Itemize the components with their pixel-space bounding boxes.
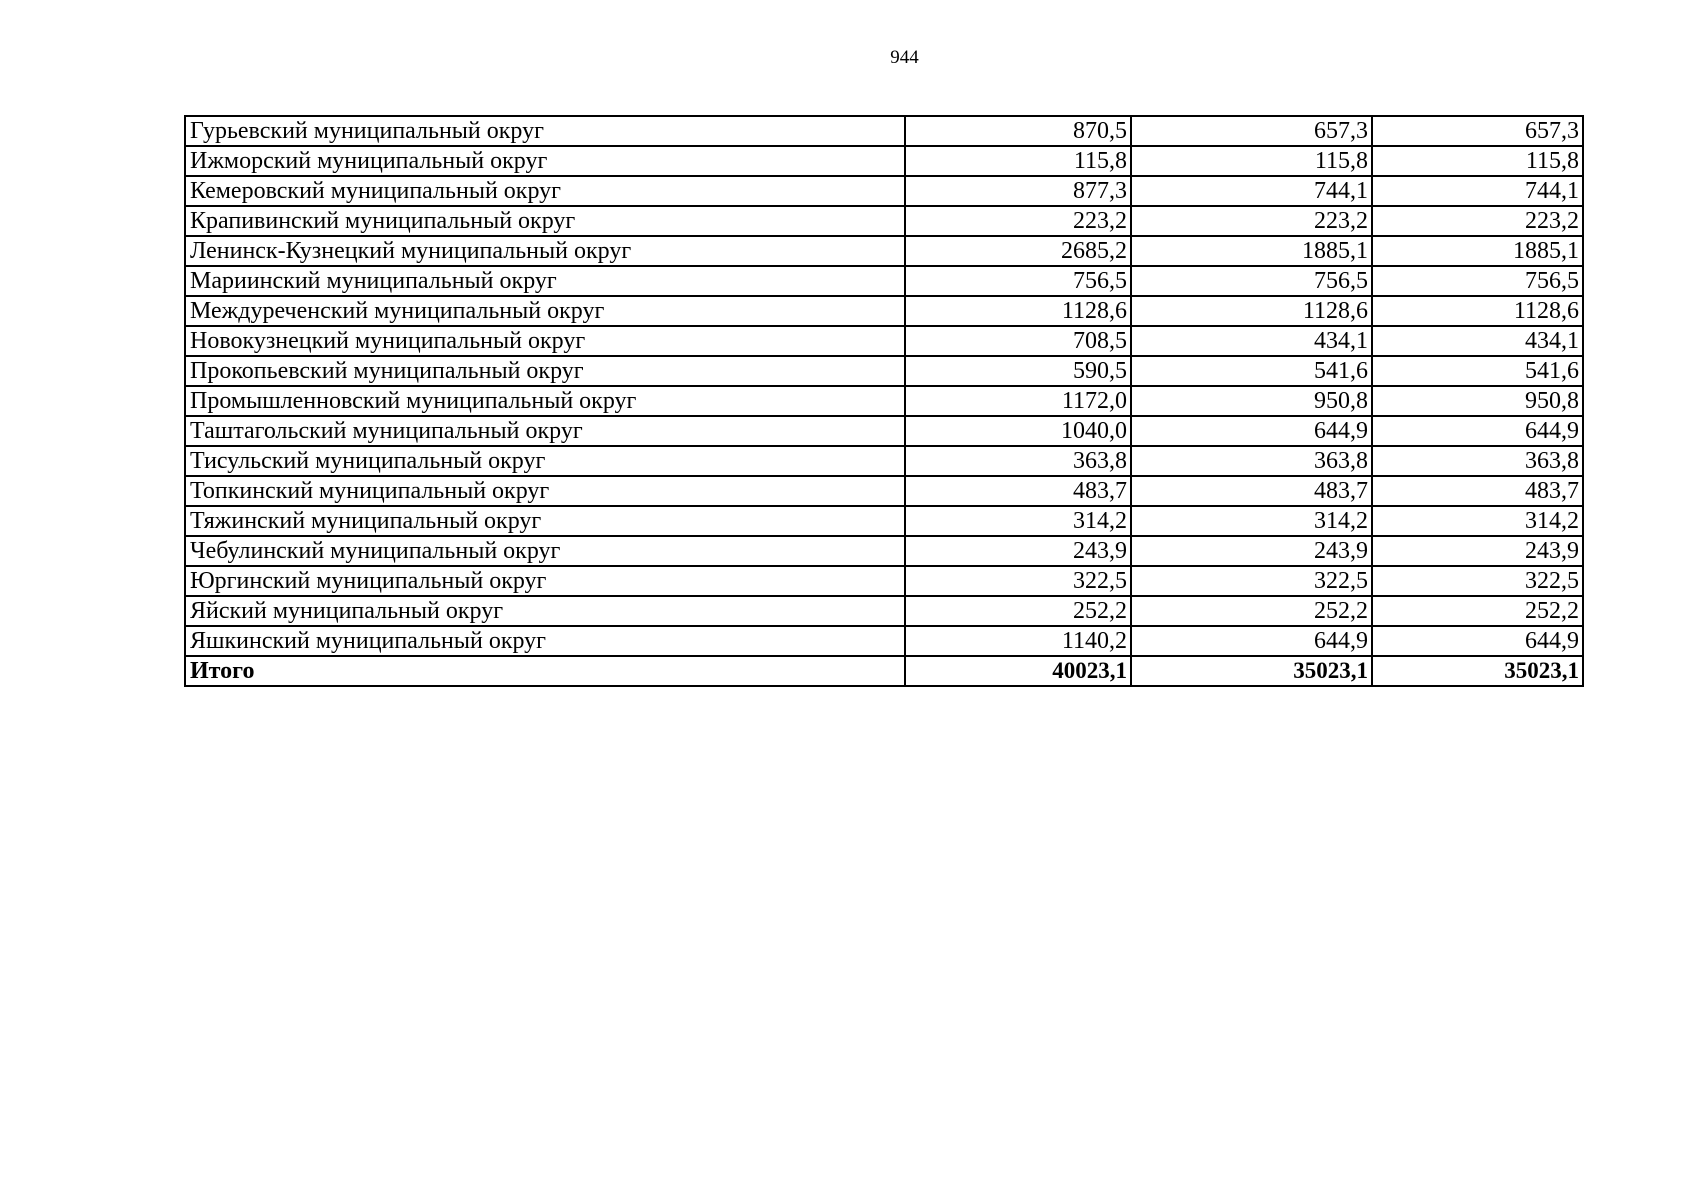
value-cell-col2: 1885,1 bbox=[1131, 236, 1372, 266]
value-cell-col2: 243,9 bbox=[1131, 536, 1372, 566]
value-cell-col1: 1040,0 bbox=[905, 416, 1131, 446]
district-name-cell: Междуреченский муниципальный округ bbox=[185, 296, 905, 326]
value-cell-col3: 744,1 bbox=[1372, 176, 1583, 206]
table-row bbox=[185, 326, 1583, 356]
value-cell-col1: 708,5 bbox=[905, 326, 1131, 356]
district-name-cell: Тяжинский муниципальный округ bbox=[185, 506, 905, 536]
value-cell-col3: 322,5 bbox=[1372, 566, 1583, 596]
table-row bbox=[185, 266, 1583, 296]
district-name-cell: Новокузнецкий муниципальный округ bbox=[185, 326, 905, 356]
value-cell-col1: 115,8 bbox=[905, 146, 1131, 176]
value-cell-col1: 590,5 bbox=[905, 356, 1131, 386]
value-cell-col2: 322,5 bbox=[1131, 566, 1372, 596]
table-row bbox=[185, 296, 1583, 326]
table-row bbox=[185, 506, 1583, 536]
value-cell-col2: 756,5 bbox=[1131, 266, 1372, 296]
value-cell-col2: 252,2 bbox=[1131, 596, 1372, 626]
value-cell-col2: 363,8 bbox=[1131, 446, 1372, 476]
value-cell-col3: 756,5 bbox=[1372, 266, 1583, 296]
district-name-cell: Топкинский муниципальный округ bbox=[185, 476, 905, 506]
table-row bbox=[185, 356, 1583, 386]
total-label-cell: Итого bbox=[185, 656, 905, 686]
value-cell-col1: 252,2 bbox=[905, 596, 1131, 626]
district-name-cell: Юргинский муниципальный округ bbox=[185, 566, 905, 596]
table-row bbox=[185, 416, 1583, 446]
district-name-cell: Чебулинский муниципальный округ bbox=[185, 536, 905, 566]
district-name-cell: Кемеровский муниципальный округ bbox=[185, 176, 905, 206]
table-body bbox=[185, 116, 1583, 686]
table-row bbox=[185, 146, 1583, 176]
value-cell-col3: 1128,6 bbox=[1372, 296, 1583, 326]
value-cell-col1: 322,5 bbox=[905, 566, 1131, 596]
table-row bbox=[185, 626, 1583, 656]
table-row bbox=[185, 536, 1583, 566]
value-cell-col2: 314,2 bbox=[1131, 506, 1372, 536]
value-cell-col1: 870,5 bbox=[905, 116, 1131, 146]
value-cell-col3: 115,8 bbox=[1372, 146, 1583, 176]
district-name-cell: Промышленновский муниципальный округ bbox=[185, 386, 905, 416]
value-cell-col3: 644,9 bbox=[1372, 416, 1583, 446]
value-cell-col2: 223,2 bbox=[1131, 206, 1372, 236]
district-name-cell: Тисульский муниципальный округ bbox=[185, 446, 905, 476]
total-value-col2: 35023,1 bbox=[1131, 656, 1372, 686]
value-cell-col1: 314,2 bbox=[905, 506, 1131, 536]
value-cell-col3: 252,2 bbox=[1372, 596, 1583, 626]
value-cell-col1: 2685,2 bbox=[905, 236, 1131, 266]
value-cell-col2: 657,3 bbox=[1131, 116, 1372, 146]
value-cell-col1: 223,2 bbox=[905, 206, 1131, 236]
value-cell-col3: 434,1 bbox=[1372, 326, 1583, 356]
value-cell-col3: 541,6 bbox=[1372, 356, 1583, 386]
page-header bbox=[0, 47, 1697, 69]
value-cell-col3: 363,8 bbox=[1372, 446, 1583, 476]
table-row bbox=[185, 446, 1583, 476]
table-row bbox=[185, 236, 1583, 266]
total-value-col3: 35023,1 bbox=[1372, 656, 1583, 686]
value-cell-col2: 1128,6 bbox=[1131, 296, 1372, 326]
table-row bbox=[185, 386, 1583, 416]
value-cell-col3: 644,9 bbox=[1372, 626, 1583, 656]
page-number: 944 bbox=[890, 47, 919, 68]
value-cell-col1: 1140,2 bbox=[905, 626, 1131, 656]
table-row bbox=[185, 566, 1583, 596]
district-name-cell: Ленинск-Кузнецкий муниципальный округ bbox=[185, 236, 905, 266]
total-row bbox=[185, 656, 1583, 686]
value-cell-col1: 877,3 bbox=[905, 176, 1131, 206]
value-cell-col1: 363,8 bbox=[905, 446, 1131, 476]
value-cell-col2: 434,1 bbox=[1131, 326, 1372, 356]
district-name-cell: Яшкинский муниципальный округ bbox=[185, 626, 905, 656]
value-cell-col2: 950,8 bbox=[1131, 386, 1372, 416]
allocation-table bbox=[184, 115, 1584, 687]
value-cell-col2: 483,7 bbox=[1131, 476, 1372, 506]
district-name-cell: Ижморский муниципальный округ bbox=[185, 146, 905, 176]
value-cell-col3: 223,2 bbox=[1372, 206, 1583, 236]
value-cell-col3: 950,8 bbox=[1372, 386, 1583, 416]
value-cell-col1: 243,9 bbox=[905, 536, 1131, 566]
value-cell-col3: 314,2 bbox=[1372, 506, 1583, 536]
value-cell-col2: 644,9 bbox=[1131, 416, 1372, 446]
value-cell-col2: 644,9 bbox=[1131, 626, 1372, 656]
table-row bbox=[185, 476, 1583, 506]
table-row bbox=[185, 596, 1583, 626]
value-cell-col3: 243,9 bbox=[1372, 536, 1583, 566]
district-name-cell: Прокопьевский муниципальный округ bbox=[185, 356, 905, 386]
value-cell-col3: 657,3 bbox=[1372, 116, 1583, 146]
value-cell-col2: 115,8 bbox=[1131, 146, 1372, 176]
value-cell-col2: 744,1 bbox=[1131, 176, 1372, 206]
value-cell-col1: 1128,6 bbox=[905, 296, 1131, 326]
district-name-cell: Яйский муниципальный округ bbox=[185, 596, 905, 626]
total-value-col1: 40023,1 bbox=[905, 656, 1131, 686]
district-name-cell: Мариинский муниципальный округ bbox=[185, 266, 905, 296]
value-cell-col1: 1172,0 bbox=[905, 386, 1131, 416]
table-row bbox=[185, 206, 1583, 236]
value-cell-col1: 756,5 bbox=[905, 266, 1131, 296]
district-name-cell: Гурьевский муниципальный округ bbox=[185, 116, 905, 146]
value-cell-col3: 1885,1 bbox=[1372, 236, 1583, 266]
value-cell-col1: 483,7 bbox=[905, 476, 1131, 506]
table-row bbox=[185, 176, 1583, 206]
district-name-cell: Таштагольский муниципальный округ bbox=[185, 416, 905, 446]
table-row bbox=[185, 116, 1583, 146]
district-name-cell: Крапивинский муниципальный округ bbox=[185, 206, 905, 236]
value-cell-col3: 483,7 bbox=[1372, 476, 1583, 506]
value-cell-col2: 541,6 bbox=[1131, 356, 1372, 386]
